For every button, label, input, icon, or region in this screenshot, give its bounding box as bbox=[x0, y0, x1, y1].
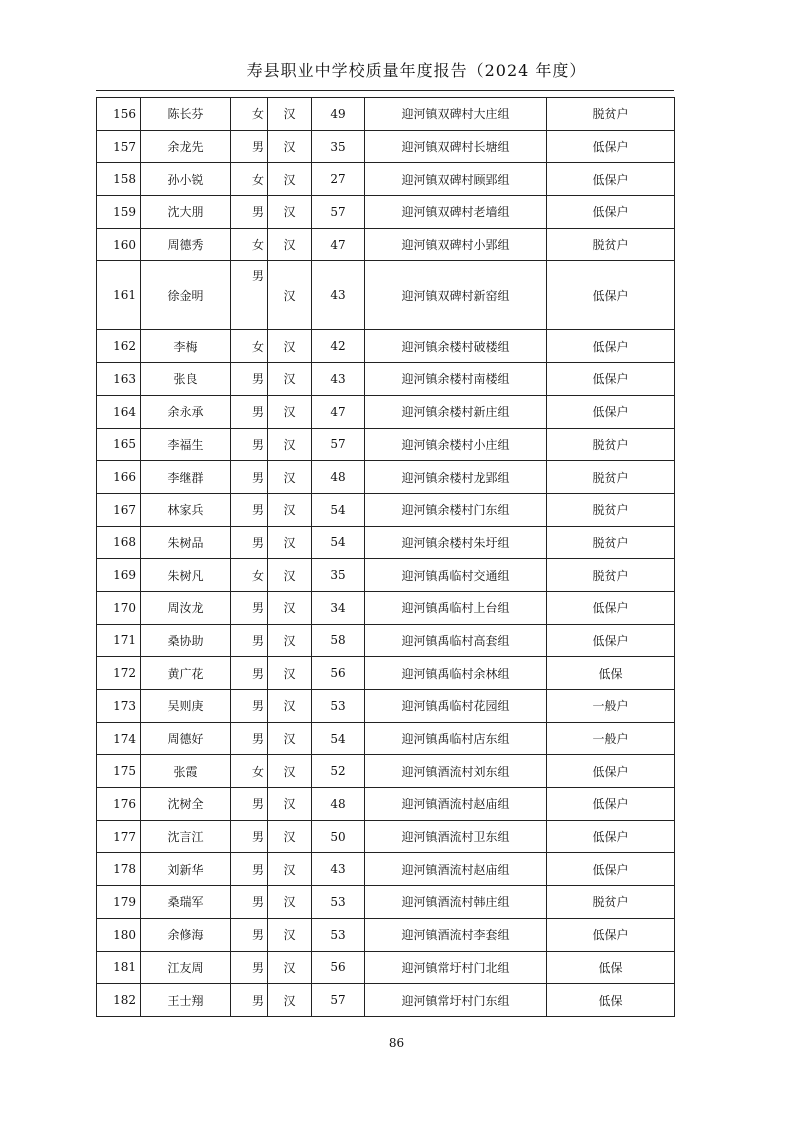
cell-ethnicity: 汉 bbox=[268, 428, 312, 461]
cell-age: 57 bbox=[312, 428, 365, 461]
cell-ethnicity: 汉 bbox=[268, 228, 312, 261]
cell-status: 低保户 bbox=[547, 261, 675, 330]
cell-name: 陈长芬 bbox=[141, 98, 231, 131]
cell-no: 176 bbox=[97, 788, 141, 821]
table-row bbox=[97, 853, 675, 886]
cell-ethnicity: 汉 bbox=[268, 559, 312, 592]
cell-address: 迎河镇禹临村高套组 bbox=[365, 624, 547, 657]
cell-age: 48 bbox=[312, 788, 365, 821]
cell-age: 58 bbox=[312, 624, 365, 657]
cell-status: 一般户 bbox=[547, 690, 675, 723]
cell-status: 低保户 bbox=[547, 591, 675, 624]
cell-ethnicity: 汉 bbox=[268, 886, 312, 919]
cell-name: 刘新华 bbox=[141, 853, 231, 886]
table-row bbox=[97, 820, 675, 853]
roster-table bbox=[96, 97, 675, 1017]
cell-no: 164 bbox=[97, 395, 141, 428]
cell-name: 桑瑞军 bbox=[141, 886, 231, 919]
cell-age: 50 bbox=[312, 820, 365, 853]
table-row bbox=[97, 261, 675, 330]
cell-sex: 男 bbox=[231, 722, 268, 755]
cell-sex: 男 bbox=[231, 820, 268, 853]
cell-ethnicity: 汉 bbox=[268, 984, 312, 1017]
cell-no: 159 bbox=[97, 196, 141, 229]
cell-status: 脱贫户 bbox=[547, 98, 675, 131]
cell-name: 张霞 bbox=[141, 755, 231, 788]
cell-no: 158 bbox=[97, 163, 141, 196]
cell-address: 迎河镇酒流村赵庙组 bbox=[365, 788, 547, 821]
cell-status: 低保户 bbox=[547, 918, 675, 951]
cell-sex: 男 bbox=[231, 526, 268, 559]
cell-sex: 女 bbox=[231, 330, 268, 363]
cell-address: 迎河镇余楼村门东组 bbox=[365, 493, 547, 526]
cell-status: 低保户 bbox=[547, 788, 675, 821]
cell-address: 迎河镇双碑村新窑组 bbox=[365, 261, 547, 330]
cell-status: 低保户 bbox=[547, 330, 675, 363]
cell-status: 低保户 bbox=[547, 130, 675, 163]
cell-no: 156 bbox=[97, 98, 141, 131]
cell-name: 江友周 bbox=[141, 951, 231, 984]
cell-ethnicity: 汉 bbox=[268, 493, 312, 526]
cell-ethnicity: 汉 bbox=[268, 591, 312, 624]
cell-ethnicity: 汉 bbox=[268, 918, 312, 951]
cell-sex: 男 bbox=[231, 690, 268, 723]
cell-status: 一般户 bbox=[547, 722, 675, 755]
cell-sex: 男 bbox=[231, 461, 268, 494]
table-row bbox=[97, 98, 675, 131]
cell-age: 27 bbox=[312, 163, 365, 196]
cell-no: 163 bbox=[97, 363, 141, 396]
cell-no: 178 bbox=[97, 853, 141, 886]
cell-sex: 女 bbox=[231, 98, 268, 131]
table-row bbox=[97, 755, 675, 788]
cell-status: 低保户 bbox=[547, 196, 675, 229]
cell-age: 43 bbox=[312, 363, 365, 396]
cell-status: 低保户 bbox=[547, 363, 675, 396]
cell-name: 周德好 bbox=[141, 722, 231, 755]
cell-address: 迎河镇酒流村李套组 bbox=[365, 918, 547, 951]
cell-name: 李福生 bbox=[141, 428, 231, 461]
cell-no: 174 bbox=[97, 722, 141, 755]
cell-status: 脱贫户 bbox=[547, 886, 675, 919]
cell-sex: 男 bbox=[231, 196, 268, 229]
cell-age: 47 bbox=[312, 395, 365, 428]
cell-sex: 男 bbox=[231, 657, 268, 690]
cell-ethnicity: 汉 bbox=[268, 130, 312, 163]
cell-no: 175 bbox=[97, 755, 141, 788]
cell-address: 迎河镇酒流村韩庄组 bbox=[365, 886, 547, 919]
cell-name: 黄广花 bbox=[141, 657, 231, 690]
cell-sex: 男 bbox=[231, 788, 268, 821]
table-row bbox=[97, 722, 675, 755]
cell-status: 脱贫户 bbox=[547, 493, 675, 526]
table-row bbox=[97, 163, 675, 196]
cell-age: 57 bbox=[312, 984, 365, 1017]
cell-name: 朱树品 bbox=[141, 526, 231, 559]
cell-address: 迎河镇双碑村小郢组 bbox=[365, 228, 547, 261]
cell-address: 迎河镇余楼村破楼组 bbox=[365, 330, 547, 363]
cell-name: 吴则庚 bbox=[141, 690, 231, 723]
cell-no: 157 bbox=[97, 130, 141, 163]
cell-name: 王士翔 bbox=[141, 984, 231, 1017]
cell-sex: 男 bbox=[231, 428, 268, 461]
cell-address: 迎河镇双碑村顾郢组 bbox=[365, 163, 547, 196]
cell-sex: 男 bbox=[231, 918, 268, 951]
cell-name: 朱树凡 bbox=[141, 559, 231, 592]
cell-name: 沈言江 bbox=[141, 820, 231, 853]
table-row bbox=[97, 918, 675, 951]
cell-address: 迎河镇酒流村刘东组 bbox=[365, 755, 547, 788]
cell-address: 迎河镇双碑村老墙组 bbox=[365, 196, 547, 229]
table-row bbox=[97, 196, 675, 229]
cell-status: 脱贫户 bbox=[547, 228, 675, 261]
table-row bbox=[97, 428, 675, 461]
cell-age: 54 bbox=[312, 493, 365, 526]
cell-sex: 男 bbox=[231, 984, 268, 1017]
cell-ethnicity: 汉 bbox=[268, 395, 312, 428]
cell-no: 182 bbox=[97, 984, 141, 1017]
cell-age: 56 bbox=[312, 951, 365, 984]
cell-no: 160 bbox=[97, 228, 141, 261]
cell-no: 162 bbox=[97, 330, 141, 363]
cell-age: 35 bbox=[312, 130, 365, 163]
cell-no: 171 bbox=[97, 624, 141, 657]
cell-status: 脱贫户 bbox=[547, 461, 675, 494]
cell-ethnicity: 汉 bbox=[268, 363, 312, 396]
cell-no: 181 bbox=[97, 951, 141, 984]
cell-sex: 男 bbox=[231, 493, 268, 526]
table-row bbox=[97, 228, 675, 261]
cell-no: 170 bbox=[97, 591, 141, 624]
table-row bbox=[97, 130, 675, 163]
cell-address: 迎河镇酒流村赵庙组 bbox=[365, 853, 547, 886]
cell-status: 低保 bbox=[547, 984, 675, 1017]
cell-ethnicity: 汉 bbox=[268, 526, 312, 559]
cell-sex: 男 bbox=[231, 363, 268, 396]
cell-ethnicity: 汉 bbox=[268, 951, 312, 984]
cell-address: 迎河镇禹临村店东组 bbox=[365, 722, 547, 755]
table-row bbox=[97, 559, 675, 592]
cell-sex: 女 bbox=[231, 163, 268, 196]
table-row bbox=[97, 461, 675, 494]
cell-ethnicity: 汉 bbox=[268, 820, 312, 853]
cell-name: 沈树全 bbox=[141, 788, 231, 821]
cell-name: 余修海 bbox=[141, 918, 231, 951]
cell-address: 迎河镇禹临村上台组 bbox=[365, 591, 547, 624]
page-number: 86 bbox=[388, 1036, 405, 1050]
cell-sex: 女 bbox=[231, 559, 268, 592]
cell-age: 34 bbox=[312, 591, 365, 624]
table-row bbox=[97, 526, 675, 559]
table-row bbox=[97, 330, 675, 363]
cell-address: 迎河镇常圩村门东组 bbox=[365, 984, 547, 1017]
cell-age: 43 bbox=[312, 853, 365, 886]
cell-status: 低保 bbox=[547, 657, 675, 690]
cell-name: 林家兵 bbox=[141, 493, 231, 526]
cell-age: 42 bbox=[312, 330, 365, 363]
page-header-title: 寿县职业中学校质量年度报告（2024 年度） bbox=[246, 61, 587, 80]
cell-address: 迎河镇余楼村龙郢组 bbox=[365, 461, 547, 494]
table-row bbox=[97, 886, 675, 919]
cell-address: 迎河镇余楼村朱圩组 bbox=[365, 526, 547, 559]
cell-ethnicity: 汉 bbox=[268, 163, 312, 196]
cell-name: 李继群 bbox=[141, 461, 231, 494]
cell-name: 沈大朋 bbox=[141, 196, 231, 229]
cell-sex: 男 bbox=[231, 853, 268, 886]
cell-no: 165 bbox=[97, 428, 141, 461]
cell-address: 迎河镇酒流村卫东组 bbox=[365, 820, 547, 853]
cell-age: 54 bbox=[312, 526, 365, 559]
cell-sex: 男 bbox=[231, 591, 268, 624]
cell-address: 迎河镇禹临村花园组 bbox=[365, 690, 547, 723]
cell-ethnicity: 汉 bbox=[268, 853, 312, 886]
cell-age: 53 bbox=[312, 918, 365, 951]
cell-address: 迎河镇余楼村小庄组 bbox=[365, 428, 547, 461]
cell-name: 周汝龙 bbox=[141, 591, 231, 624]
cell-age: 53 bbox=[312, 690, 365, 723]
cell-ethnicity: 汉 bbox=[268, 196, 312, 229]
cell-sex: 女 bbox=[231, 755, 268, 788]
cell-ethnicity: 汉 bbox=[268, 98, 312, 131]
cell-address: 迎河镇双碑村大庄组 bbox=[365, 98, 547, 131]
table-row bbox=[97, 657, 675, 690]
cell-age: 48 bbox=[312, 461, 365, 494]
cell-ethnicity: 汉 bbox=[268, 657, 312, 690]
cell-status: 低保户 bbox=[547, 163, 675, 196]
header-rule bbox=[96, 90, 674, 91]
cell-status: 低保户 bbox=[547, 755, 675, 788]
cell-age: 47 bbox=[312, 228, 365, 261]
table-row bbox=[97, 690, 675, 723]
cell-age: 49 bbox=[312, 98, 365, 131]
cell-ethnicity: 汉 bbox=[268, 461, 312, 494]
cell-status: 低保户 bbox=[547, 853, 675, 886]
cell-ethnicity: 汉 bbox=[268, 722, 312, 755]
cell-sex: 男 bbox=[231, 624, 268, 657]
cell-address: 迎河镇双碑村长塘组 bbox=[365, 130, 547, 163]
cell-no: 169 bbox=[97, 559, 141, 592]
cell-status: 低保户 bbox=[547, 820, 675, 853]
cell-ethnicity: 汉 bbox=[268, 624, 312, 657]
cell-no: 180 bbox=[97, 918, 141, 951]
cell-name: 李梅 bbox=[141, 330, 231, 363]
cell-status: 脱贫户 bbox=[547, 428, 675, 461]
cell-sex: 男 bbox=[231, 130, 268, 163]
table-row bbox=[97, 788, 675, 821]
table-row bbox=[97, 624, 675, 657]
cell-no: 166 bbox=[97, 461, 141, 494]
cell-name: 桑协助 bbox=[141, 624, 231, 657]
cell-status: 低保户 bbox=[547, 624, 675, 657]
cell-name: 余永承 bbox=[141, 395, 231, 428]
cell-no: 173 bbox=[97, 690, 141, 723]
table-row bbox=[97, 493, 675, 526]
cell-address: 迎河镇常圩村门北组 bbox=[365, 951, 547, 984]
table-row bbox=[97, 591, 675, 624]
cell-ethnicity: 汉 bbox=[268, 330, 312, 363]
table-row bbox=[97, 363, 675, 396]
cell-address: 迎河镇禹临村余林组 bbox=[365, 657, 547, 690]
cell-sex: 男 bbox=[231, 395, 268, 428]
cell-ethnicity: 汉 bbox=[268, 261, 312, 330]
cell-no: 179 bbox=[97, 886, 141, 919]
cell-address: 迎河镇余楼村新庄组 bbox=[365, 395, 547, 428]
cell-no: 168 bbox=[97, 526, 141, 559]
cell-age: 43 bbox=[312, 261, 365, 330]
cell-name: 张良 bbox=[141, 363, 231, 396]
cell-ethnicity: 汉 bbox=[268, 755, 312, 788]
cell-no: 161 bbox=[97, 261, 141, 330]
cell-name: 孙小锐 bbox=[141, 163, 231, 196]
cell-ethnicity: 汉 bbox=[268, 690, 312, 723]
cell-age: 56 bbox=[312, 657, 365, 690]
cell-no: 172 bbox=[97, 657, 141, 690]
cell-age: 57 bbox=[312, 196, 365, 229]
cell-age: 53 bbox=[312, 886, 365, 919]
table-row bbox=[97, 984, 675, 1017]
cell-status: 低保户 bbox=[547, 395, 675, 428]
cell-name: 徐金明 bbox=[141, 261, 231, 330]
cell-age: 54 bbox=[312, 722, 365, 755]
cell-ethnicity: 汉 bbox=[268, 788, 312, 821]
table-row bbox=[97, 395, 675, 428]
table-row bbox=[97, 951, 675, 984]
cell-status: 低保 bbox=[547, 951, 675, 984]
cell-sex: 男 bbox=[231, 261, 268, 330]
cell-age: 35 bbox=[312, 559, 365, 592]
cell-name: 周德秀 bbox=[141, 228, 231, 261]
cell-no: 177 bbox=[97, 820, 141, 853]
cell-no: 167 bbox=[97, 493, 141, 526]
cell-name: 余龙先 bbox=[141, 130, 231, 163]
cell-age: 52 bbox=[312, 755, 365, 788]
cell-status: 脱贫户 bbox=[547, 559, 675, 592]
cell-sex: 女 bbox=[231, 228, 268, 261]
cell-address: 迎河镇禹临村交通组 bbox=[365, 559, 547, 592]
cell-address: 迎河镇余楼村南楼组 bbox=[365, 363, 547, 396]
cell-status: 脱贫户 bbox=[547, 526, 675, 559]
cell-sex: 男 bbox=[231, 886, 268, 919]
cell-sex: 男 bbox=[231, 951, 268, 984]
